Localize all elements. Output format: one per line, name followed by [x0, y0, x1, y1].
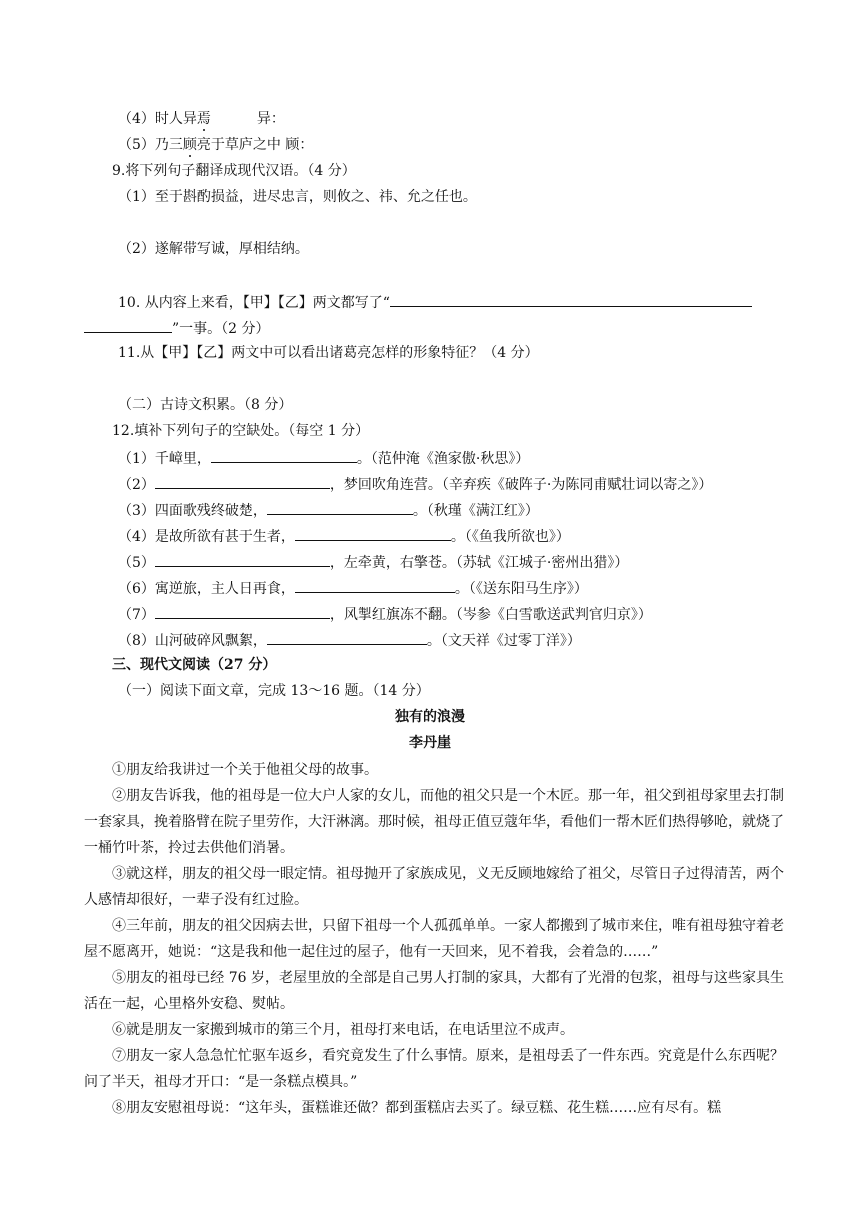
q12-item-source: ，风掣红旗冻不翻。（岑参《白雪歌送武判官归京》）	[329, 607, 652, 623]
q12-item	[118, 500, 539, 520]
q12-item-text: （3）四面歌残终破楚，	[118, 503, 267, 519]
q12-blank[interactable]	[295, 578, 455, 593]
article-title: 独有的浪漫	[395, 709, 465, 725]
q10-text-end: ”一事。（2 分）	[172, 321, 270, 337]
q11-text: 11.从【甲】【乙】两文中可以看出诸葛亮怎样的形象特征？（4 分）	[118, 345, 539, 361]
q12-blank[interactable]	[211, 448, 357, 463]
section3-title: 三、现代文阅读（27 分）	[112, 657, 277, 673]
article-paragraph-7: ⑦朋友一家人急急忙忙驱车返乡，看究竟发生了什么事情。原来，是祖母丢了一件东西。究竟是什么东西呢？问了半天，祖母才开口：“是一条糕点模具。”	[84, 1048, 784, 1090]
q12-item	[118, 578, 588, 598]
q8-item-4-dotted-char: 焉	[196, 111, 211, 127]
q12-item-text: （7）	[118, 607, 155, 623]
q10-answer-blank-1[interactable]	[390, 292, 752, 307]
q12-item	[118, 448, 529, 468]
q10-text: 10. 从内容上来看，【甲】【乙】两文都写了“	[118, 295, 390, 311]
article-paragraph-8: ⑧朋友安慰祖母说：“这年头，蛋糕谁还做？都到蛋糕店去买了。绿豆糕、花生糕……应有尽有。糕	[112, 1100, 722, 1116]
article-paragraph-1: ①朋友给我讲过一个关于他祖父母的故事。	[112, 762, 378, 778]
q12-item-text: （6）寓逆旅，主人日再食，	[118, 581, 295, 597]
article-paragraph-4: ④三年前，朋友的祖父因病去世，只留下祖母一个人孤孤单单。一家人都搬到了城市来住，唯有祖母独守着老屋不愿离开，她说：“这是我和他一起住过的屋子，他有一天回来，见不着我，会着急的……”	[84, 918, 784, 960]
q12-item-text: （4）是故所欲有甚于生者，	[118, 529, 295, 545]
q8-item-4-label: 异：	[256, 111, 285, 127]
q12-blank[interactable]	[155, 552, 330, 567]
q8-item-5	[118, 136, 313, 154]
q12-item-source: 。（《送东阳马生序》）	[454, 581, 588, 597]
q12-item-source: 。（范仲淹《渔家傲·秋思》）	[356, 451, 530, 467]
q12-blank[interactable]	[267, 500, 413, 515]
q10-answer-blank-2[interactable]	[84, 318, 172, 333]
q12-item	[118, 474, 712, 494]
q12-item-text: （8）山河破碎风飘絮，	[118, 633, 267, 649]
q12-item-text: （1）千嶂里，	[118, 451, 211, 467]
article-paragraph-3: ③就这样，朋友的祖父母一眼定情。祖母抛开了家族成见，义无反顾地嫁给了祖父，尽管日子过得清苦，两个人感情却很好，一辈子没有红过脸。	[84, 866, 784, 908]
q12-blank[interactable]	[155, 604, 330, 619]
q12-item-source: 。（秋瑾《满江红》）	[412, 503, 539, 519]
q10-line-1	[118, 292, 752, 312]
q12-item-source: ，梦回吹角连营。（辛弃疾《破阵子·为陈同甫赋壮词以寄之》）	[329, 477, 713, 493]
q8-item-5-dotted-char: 顾	[182, 137, 197, 153]
q12-item-text: （2）	[118, 477, 155, 493]
article-author: 李丹崖	[409, 735, 451, 751]
q12-item	[118, 604, 652, 624]
q8-item-5-label: 亮于草庐之中 顾：	[196, 137, 314, 153]
q12-item-source: ，左牵黄，右擎苍。（苏轼《江城子·密州出猎》）	[329, 555, 629, 571]
article-paragraph-2: ②朋友告诉我，他的祖母是一位大户人家的女儿，而他的祖父只是一个木匠。那一年，祖父到祖母家里去打制一套家具，挽着胳臂在院子里劳作，大汗淋漓。那时候，祖母正值豆蔻年华，看他们一帮木匠们热得够呛，就烧了一桶竹叶茶，拎过去供他们消暑。	[84, 788, 784, 856]
q12-item-source: 。（《鱼我所欲也》）	[450, 529, 570, 545]
q8-item-4-text: （4）时人异	[118, 111, 197, 127]
article-paragraph-5: ⑤朋友的祖母已经 76 岁，老屋里放的全部是自己男人打制的家具，大都有了光滑的包浆，祖母与这些家具生活在一起，心里格外安稳、熨帖。	[84, 970, 784, 1012]
q9-sentence-2: （2）遂解带写诚，厚相结纳。	[118, 241, 309, 257]
q12-blank[interactable]	[267, 630, 427, 645]
q8-item-5-text: （5）乃三	[118, 137, 183, 153]
q10-line-2	[84, 318, 270, 338]
q12-item	[118, 552, 628, 572]
section2-title: （二）古诗文积累。（8 分）	[118, 397, 293, 413]
q12-item	[118, 630, 581, 650]
q12-blank[interactable]	[295, 526, 451, 541]
q12-item	[118, 526, 570, 546]
q12-blank[interactable]	[155, 474, 330, 489]
q9-sentence-1: （1）至于斟酌损益，进尽忠言，则攸之、祎、允之任也。	[118, 189, 477, 205]
q9-title: 9.将下列句子翻译成现代汉语。（4 分）	[112, 163, 356, 179]
q12-item-text: （5）	[118, 555, 155, 571]
q12-title: 12.填补下列句子的空缺处。（每空 1 分）	[112, 423, 370, 439]
q12-item-source: 。（文天祥《过零丁洋》）	[426, 633, 581, 649]
q8-item-4	[118, 110, 285, 128]
section3-subtitle: （一）阅读下面文章，完成 13～16 题。（14 分）	[118, 683, 430, 699]
article-paragraph-6: ⑥就是朋友一家搬到城市的第三个月，祖母打来电话，在电话里泣不成声。	[112, 1022, 574, 1038]
